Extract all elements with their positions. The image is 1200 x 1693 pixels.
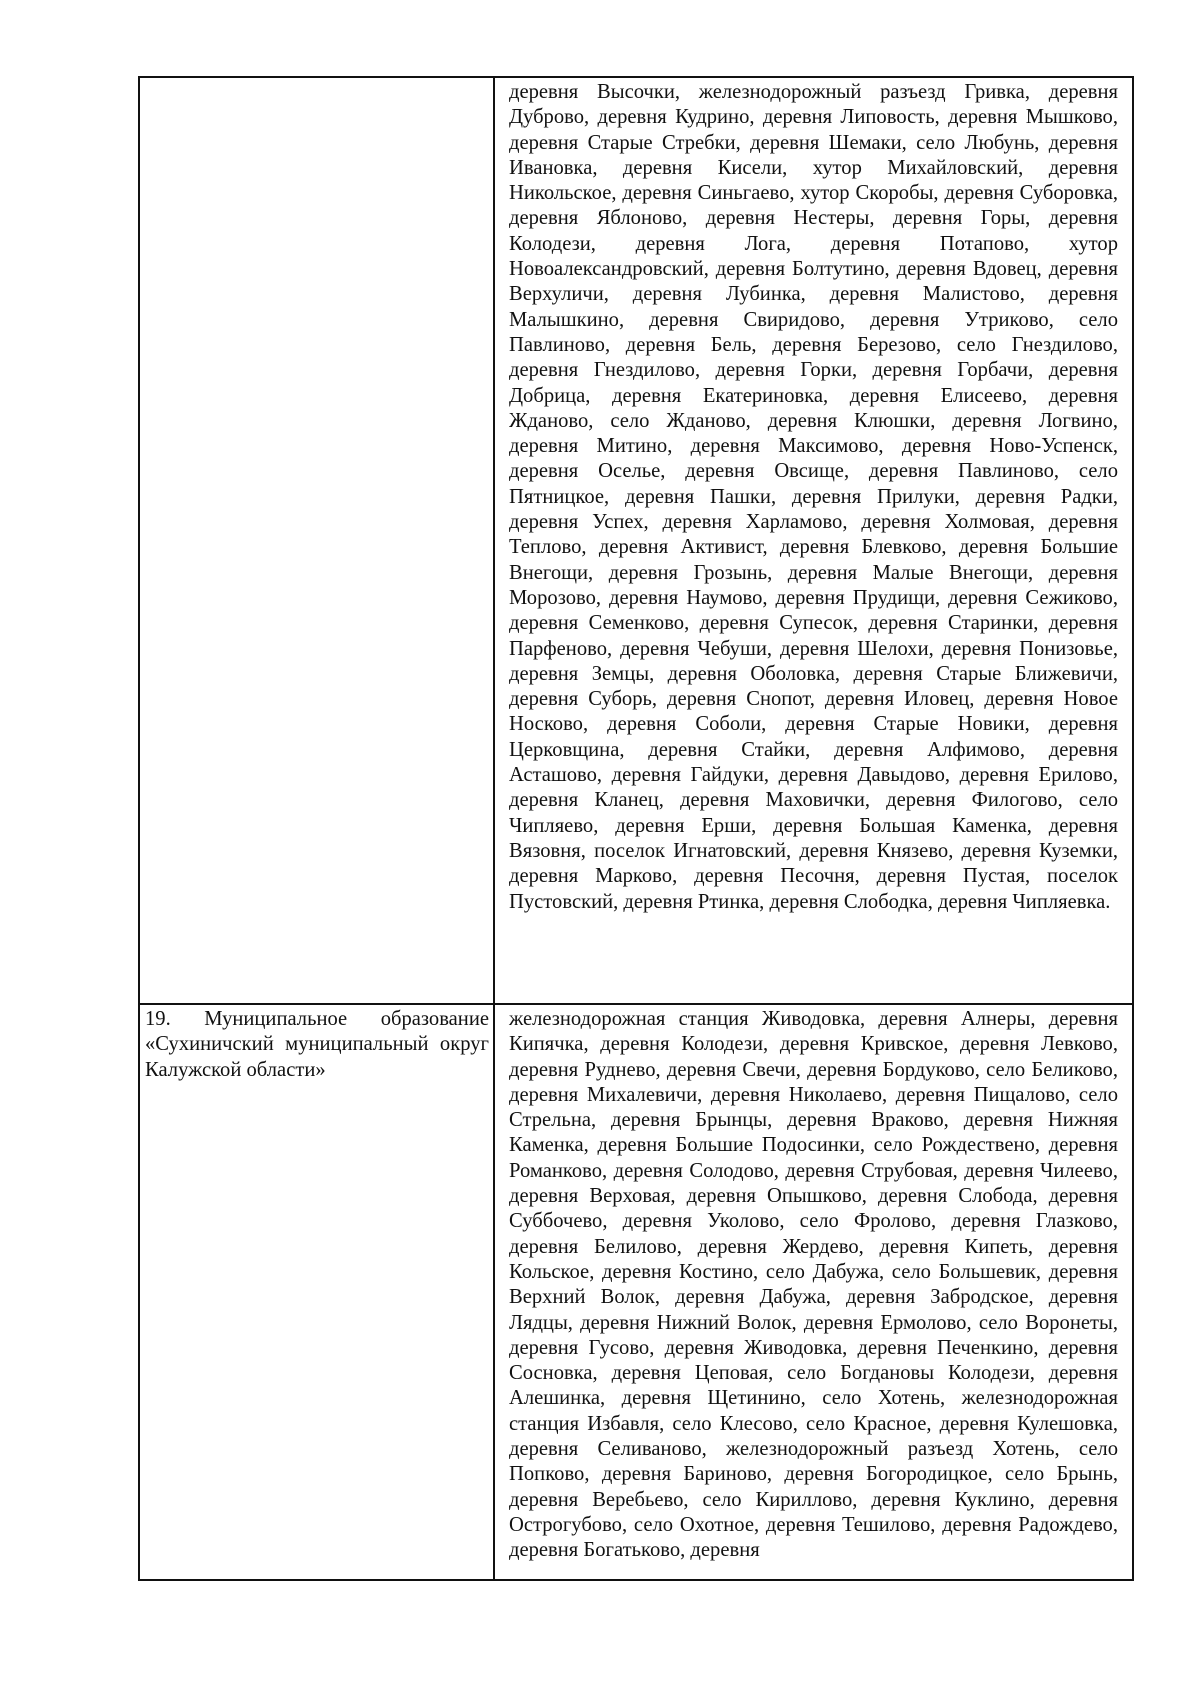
municipality-name-cell: 19. Муниципальное образование «Сухиничский муниципальный округ Калужской области» (139, 1004, 494, 1580)
table-row (139, 77, 1133, 1004)
settlements-list-cell: железнодорожная станция Живодовка, деревня Алнеры, деревня Кипячка, деревня Колодези, деревня Кривское, деревня Левково, деревня Руднево, деревня Свечи, деревня Бордуково, село Беликово, деревня Михалевичи, деревня Николаево, деревня Пищалово, село Стрельна, деревня Брынцы, деревня Враково, деревня Нижняя Каменка, деревня Большие Подосинки, село Рождествено, деревня Романково, деревня Солодово, деревня Струбовая, деревня Чилеево, деревня Верховая, деревня Опышково, деревня Слобода, деревня Суббочево, деревня Уколово, село Фролово, деревня Глазково, деревня Белилово, деревня Жердево, деревня Кипеть, деревня Кольское, деревня Костино, село Дабужа, село Большевик, деревня Верхний Волок, деревня Дабужа, деревня Забродское, деревня Лядцы, деревня Нижний Волок, деревня Ермолово, село Воронеты, деревня Гусово, деревня Живодовка, деревня Печенкино, деревня Сосновка, деревня Цеповая, село Богдановы Колодези, деревня Алешинка, деревня Щетинино, село Хотень, железнодорожная станция Избавля, село Клесово, село Красное, деревня Кулешовка, деревня Селиваново, железнодорожный разъезд Хотень, село Попково, деревня Бариново, деревня Богородицкое, село Брынь, деревня Веребьево, село Кириллово, деревня Куклино, деревня Острогубово, село Охотное, деревня Тешилово, деревня Радождево, деревня Богатьково, деревня (494, 1004, 1133, 1580)
settlements-list-cell: деревня Высочки, железнодорожный разъезд Гривка, деревня Дуброво, деревня Кудрино, деревня Липовость, деревня Мышково, деревня Старые Стребки, деревня Шемаки, село Любунь, деревня Ивановка, деревня Кисели, хутор Михайловский, деревня Никольское, деревня Синьгаево, хутор Скоробы, деревня Суборовка, деревня Яблоново, деревня Нестеры, деревня Горы, деревня Колодези, деревня Лога, деревня Потапово, хутор Новоалександровский, деревня Болтутино, деревня Вдовец, деревня Верхуличи, деревня Лубинка, деревня Малистово, деревня Малышкино, деревня Свиридово, деревня Утриково, село Павлиново, деревня Бель, деревня Березово, село Гнездилово, деревня Гнездилово, деревня Горки, деревня Горбачи, деревня Добрица, деревня Екатериновка, деревня Елисеево, деревня Жданово, село Жданово, деревня Клюшки, деревня Логвино, деревня Митино, деревня Максимово, деревня Ново-Успенск, деревня Оселье, деревня Овсище, деревня Павлиново, село Пятницкое, деревня Пашки, деревня Прилуки, деревня Радки, деревня Успех, деревня Харламово, деревня Холмовая, деревня Теплово, деревня Активист, деревня Блевково, деревня Большие Внегощи, деревня Грозынь, деревня Малые Внегощи, деревня Морозово, деревня Наумово, деревня Прудищи, деревня Сежиково, деревня Семенково, деревня Супесок, деревня Старинки, деревня Парфеново, деревня Чебуши, деревня Шелохи, деревня Понизовье, деревня Земцы, деревня Оболовка, деревня Старые Ближевичи, деревня Суборь, деревня Снопот, деревня Иловец, деревня Новое Носково, деревня Соболи, деревня Старые Новики, деревня Церковщина, деревня Стайки, деревня Алфимово, деревня Асташово, деревня Гайдуки, деревня Давыдово, деревня Ерилово, деревня Кланец, деревня Маховички, деревня Филогово, село Чипляево, деревня Ерши, деревня Большая Каменка, деревня Вязовня, поселок Игнатовский, деревня Князево, деревня Куземки, деревня Марково, деревня Песочня, деревня Пустая, поселок Пустовский, деревня Ртинка, деревня Слободка, деревня Чипляевка. (494, 77, 1133, 1004)
table-row (139, 1004, 1133, 1580)
municipality-name-cell (139, 77, 494, 1004)
municipal-settlements-table (138, 76, 1134, 1581)
